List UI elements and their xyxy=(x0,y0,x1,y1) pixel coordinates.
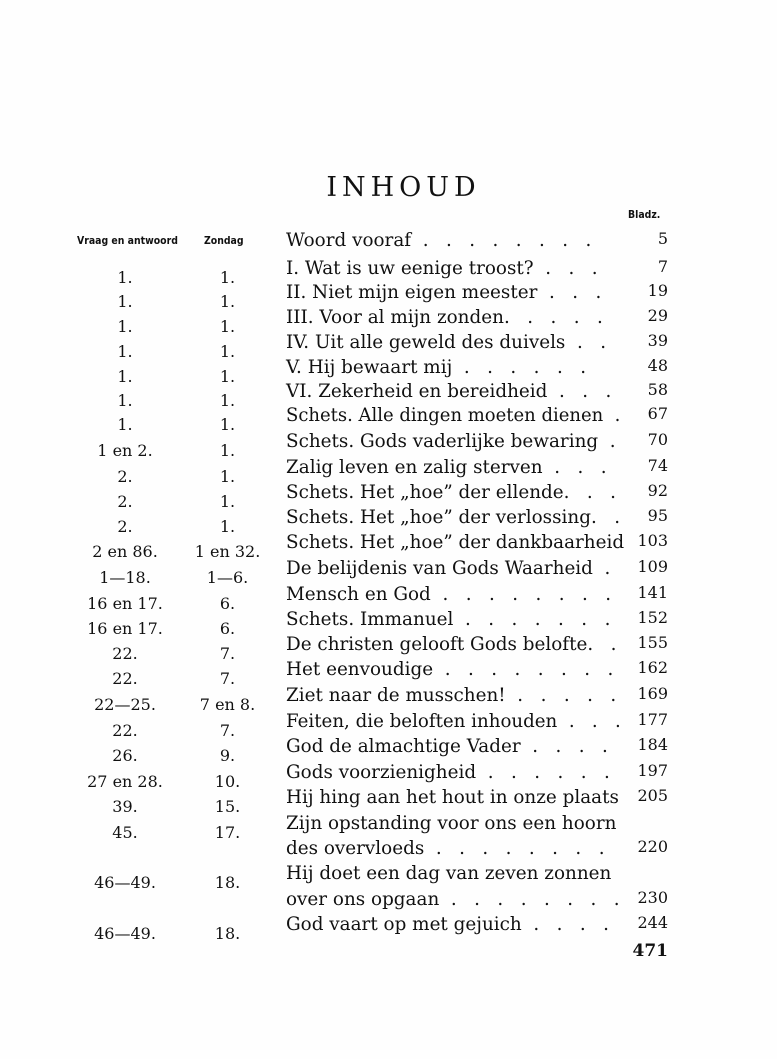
zondag-cell: 15. xyxy=(214,797,241,816)
entry-title xyxy=(286,888,626,910)
page-ref: 169 xyxy=(637,684,668,703)
entry-title xyxy=(286,456,626,478)
zondag-cell: 7 en 8. xyxy=(199,695,256,714)
zondag-cell: 18. xyxy=(214,873,241,892)
vraag-cell: 1. xyxy=(117,342,133,361)
entry-title xyxy=(286,281,626,303)
page-ref: 205 xyxy=(637,786,668,805)
toc-row xyxy=(0,531,777,561)
leader-dots: . . . . . . . . xyxy=(433,658,620,680)
entry-title-text: II. Niet mijn eigen meester xyxy=(286,281,538,303)
page-ref: 19 xyxy=(647,281,668,300)
zondag-cell: 6. xyxy=(219,594,236,613)
vraag-cell: 22—25. xyxy=(94,695,156,714)
page-ref: 230 xyxy=(637,888,668,907)
page-ref: 70 xyxy=(647,430,668,449)
entry-title-text: Schets. Het „hoe” der ellende xyxy=(286,481,564,503)
leader-dots: . . xyxy=(590,506,626,528)
toc-row xyxy=(0,557,777,587)
vraag-cell: 1. xyxy=(117,268,133,287)
entry-title-text: over ons opgaan xyxy=(286,888,440,910)
entry-title-text: Schets. Het „hoe” der verlossing xyxy=(286,506,591,528)
page-ref: 152 xyxy=(637,608,668,627)
entry-title xyxy=(286,735,626,757)
entry-title-text: Schets. Immanuel xyxy=(286,608,454,630)
toc-row xyxy=(0,761,777,791)
page-ref: 162 xyxy=(637,658,668,677)
zondag-cell: 1. xyxy=(219,441,236,460)
zondag-cell: 7. xyxy=(219,721,236,740)
entry-title xyxy=(286,633,626,655)
zondag-cell: 6. xyxy=(219,619,236,638)
vraag-cell: 39. xyxy=(112,797,138,816)
toc-row xyxy=(0,430,777,460)
entry-title xyxy=(286,257,626,279)
entry-title xyxy=(286,380,626,402)
entry-title xyxy=(286,761,626,783)
zondag-cell: 1. xyxy=(219,467,236,486)
zondag-cell: 1. xyxy=(219,342,236,361)
entry-title-text: Schets. Het „hoe” der dankbaarheid xyxy=(286,531,625,553)
toc-row xyxy=(0,684,777,714)
entry-title xyxy=(286,913,626,935)
leader-dots: . . . xyxy=(537,281,608,303)
zondag-cell: 1. xyxy=(219,391,236,410)
entry-title-text: De christen gelooft Gods belofte xyxy=(286,633,588,655)
entry-title xyxy=(286,684,626,706)
entry-title-text: Hij hing aan het hout in onze plaats xyxy=(286,786,619,808)
leader-dots: . xyxy=(598,430,622,452)
toc-row xyxy=(0,633,777,663)
leader-dots: . xyxy=(603,404,627,426)
page-ref: 48 xyxy=(647,356,668,375)
zondag-cell: 1. xyxy=(219,367,236,386)
toc-row xyxy=(0,862,777,892)
page-ref: 58 xyxy=(647,380,668,399)
leader-dots: . . . . . . xyxy=(452,356,592,378)
toc-row xyxy=(0,281,777,311)
entry-title-text: Feiten, die beloften inhouden xyxy=(286,710,558,732)
entry-title xyxy=(286,583,626,605)
vraag-cell: 16 en 17. xyxy=(87,619,163,638)
toc-row xyxy=(0,735,777,765)
leader-dots: . . xyxy=(587,633,623,655)
entry-title-text: Het eenvoudige xyxy=(286,658,434,680)
page-ref: 244 xyxy=(637,913,668,932)
leader-dots: . . . . . xyxy=(503,306,609,328)
vraag-cell: 22. xyxy=(112,669,138,688)
vraag-cell: 1. xyxy=(117,317,133,336)
page-ref: 92 xyxy=(647,481,668,500)
leader-dots: . . . xyxy=(563,481,622,503)
leader-dots: . . . . . . . . xyxy=(439,888,626,910)
vraag-cell: 46—49. xyxy=(94,873,156,892)
toc-row xyxy=(0,812,777,842)
zondag-column-label: Zondag xyxy=(204,234,244,247)
entry-title xyxy=(286,812,626,834)
zondag-cell: 1. xyxy=(219,517,236,536)
page-ref: 184 xyxy=(637,735,668,754)
toc-row xyxy=(0,786,777,816)
entry-title-text: Ziet naar de musschen! xyxy=(286,684,506,706)
zondag-cell: 1. xyxy=(219,415,236,434)
leader-dots: . . . . . . . . xyxy=(430,583,617,605)
toc-row xyxy=(0,380,777,410)
zondag-cell: 7. xyxy=(219,644,236,663)
toc-row xyxy=(0,837,777,863)
page-ref: 95 xyxy=(647,506,668,525)
zondag-cell: 1. xyxy=(219,292,236,311)
entry-title xyxy=(286,331,626,353)
vraag-cell: 45. xyxy=(112,823,138,842)
leader-dots: . . . . . . . . xyxy=(411,229,598,251)
entry-title-text: VI. Zekerheid en bereidheid xyxy=(286,380,548,402)
page-title: INHOUD xyxy=(326,172,481,203)
zondag-cell: 17. xyxy=(214,823,241,842)
toc-row xyxy=(0,583,777,613)
entry-title-text: Zijn opstanding voor ons een hoorn xyxy=(286,812,617,834)
toc-row xyxy=(0,456,777,486)
page-column-label: Bladz. xyxy=(628,208,661,221)
entry-title xyxy=(286,404,627,426)
toc-row xyxy=(0,331,777,361)
entry-title xyxy=(286,786,626,808)
entry-title xyxy=(286,531,626,553)
zondag-cell: 7. xyxy=(219,669,236,688)
entry-title xyxy=(286,862,626,884)
leader-dots: . . xyxy=(565,331,612,353)
toc-row xyxy=(0,506,777,536)
entry-title-text: V. Hij bewaart mij xyxy=(286,356,453,378)
page-ref: 74 xyxy=(647,456,668,475)
vraag-cell: 1. xyxy=(117,415,133,434)
vraag-cell: 2. xyxy=(117,467,133,486)
entry-title xyxy=(286,356,626,378)
page-ref: 103 xyxy=(637,531,668,550)
page-ref: 67 xyxy=(647,404,668,423)
vraag-cell: 46—49. xyxy=(94,924,156,943)
page-ref: 155 xyxy=(637,633,668,652)
page-ref: 220 xyxy=(637,837,668,856)
entry-title-text: Gods voorzienigheid xyxy=(286,761,477,783)
page-number: 471 xyxy=(632,941,668,961)
vraag-cell: 1. xyxy=(117,367,133,386)
vraag-cell: 26. xyxy=(112,746,138,765)
entry-title xyxy=(286,481,626,503)
entry-title xyxy=(286,557,626,579)
entry-title xyxy=(286,306,626,328)
leader-dots: . . . . xyxy=(520,735,614,757)
leader-dots: . . . . . . . . xyxy=(424,837,611,859)
entry-title-text: De belijdenis van Gods Waarheid xyxy=(286,557,593,579)
vraag-cell: 22. xyxy=(112,644,138,663)
leader-dots: . . . . xyxy=(521,913,615,935)
entry-title xyxy=(286,430,626,452)
page-ref: 141 xyxy=(637,583,668,602)
entry-title-text: Woord vooraf xyxy=(286,229,412,251)
zondag-cell: 1. xyxy=(219,492,236,511)
entry-title-text: des overvloeds xyxy=(286,837,425,859)
zondag-cell: 1. xyxy=(219,268,236,287)
entry-title-text: Schets. Alle dingen moeten dienen xyxy=(286,404,604,426)
vraag-cell: 2. xyxy=(117,492,133,511)
zondag-cell: 18. xyxy=(214,924,241,943)
entry-title-text: Hij doet een dag van zeven zonnen xyxy=(286,862,612,884)
vraag-cell: 22. xyxy=(112,721,138,740)
leader-dots: . . . xyxy=(542,456,613,478)
entry-title-text: III. Voor al mijn zonden xyxy=(286,306,504,328)
toc-row xyxy=(0,404,777,434)
vraag-cell: 1 en 2. xyxy=(97,441,153,460)
entry-title xyxy=(286,229,626,251)
toc-row xyxy=(0,710,777,740)
toc-row xyxy=(0,888,777,914)
entry-title-text: Mensch en God xyxy=(286,583,431,605)
vraag-cell: 2. xyxy=(117,517,133,536)
zondag-cell: 1. xyxy=(219,317,236,336)
page-ref: 177 xyxy=(637,710,668,729)
toc-row xyxy=(0,306,777,336)
entry-title-text: God de almachtige Vader xyxy=(286,735,521,757)
leader-dots: . . . xyxy=(533,257,604,279)
toc-row xyxy=(0,356,777,386)
page-ref: 7 xyxy=(657,257,668,276)
page-ref: 39 xyxy=(647,331,668,350)
leader-dots: . . . xyxy=(547,380,618,402)
entry-title-text: IV. Uit alle geweld des duivels xyxy=(286,331,566,353)
vraag-cell: 1. xyxy=(117,292,133,311)
vraag-column-label: Vraag en antwoord xyxy=(77,234,178,247)
vraag-cell: 1—18. xyxy=(99,568,151,587)
leader-dots: . . . xyxy=(557,710,627,732)
zondag-cell: 1—6. xyxy=(206,568,249,587)
entry-title xyxy=(286,658,626,680)
leader-dots: . . . . . . . xyxy=(453,608,617,630)
zondag-cell: 1 en 32. xyxy=(194,542,261,561)
toc-row xyxy=(0,229,777,255)
zondag-cell: 10. xyxy=(214,772,241,791)
page-ref: 197 xyxy=(637,761,668,780)
vraag-cell: 2 en 86. xyxy=(92,542,158,561)
page-ref: 109 xyxy=(637,557,668,576)
vraag-cell: 1. xyxy=(117,391,133,410)
leader-dots: . . . . . . xyxy=(476,761,616,783)
toc-row xyxy=(0,658,777,688)
vraag-cell: 27 en 28. xyxy=(87,772,163,791)
page-ref: 5 xyxy=(657,229,668,248)
entry-title xyxy=(286,837,626,859)
vraag-cell: 16 en 17. xyxy=(87,594,163,613)
entry-title-text: Schets. Gods vaderlijke bewaring xyxy=(286,430,599,452)
entry-title xyxy=(286,506,626,528)
page-ref: 29 xyxy=(647,306,668,325)
leader-dots: . . . . . xyxy=(505,684,622,706)
entry-title-text: God vaart op met gejuich xyxy=(286,913,522,935)
toc-row xyxy=(0,481,777,511)
entry-title-text: I. Wat is uw eenige troost? xyxy=(286,257,534,279)
toc-row xyxy=(0,913,777,943)
zondag-cell: 9. xyxy=(219,746,236,765)
entry-title xyxy=(286,608,626,630)
leader-dots: . xyxy=(592,557,617,579)
entry-title-text: Zalig leven en zalig sterven xyxy=(286,456,543,478)
toc-row xyxy=(0,608,777,638)
entry-title xyxy=(286,710,627,732)
toc-row xyxy=(0,257,777,287)
